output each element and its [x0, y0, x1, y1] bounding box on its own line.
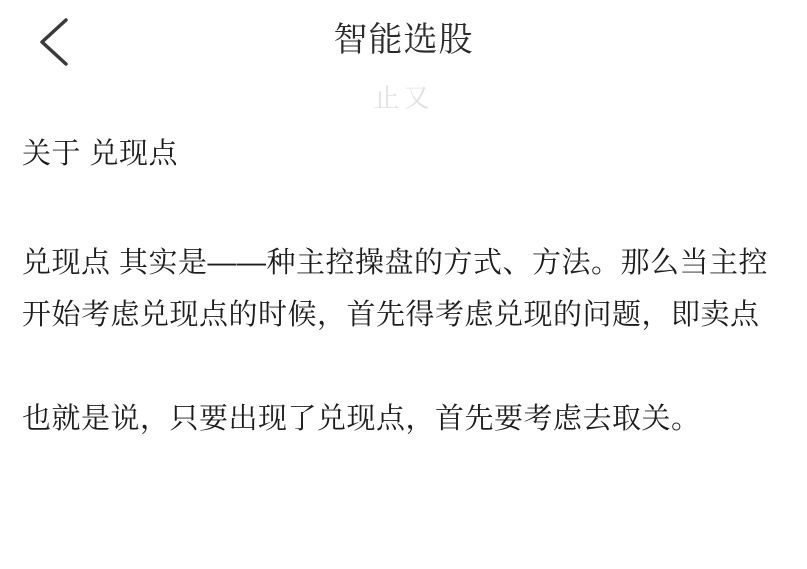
article-paragraph-2: 也就是说，只要出现了兑现点，首先要考虑去取关。: [22, 403, 701, 435]
page-header: [0, 0, 807, 113]
watermark-text: 止又: [373, 83, 434, 113]
article-paragraph-1: 兑现点 其实是——种主控操盘的方式、方法。那么当主控开始考虑兑现点的时候，首先得考虑兑现的问题，即卖点: [22, 247, 769, 331]
page-title: 智能选股: [333, 21, 474, 59]
article-heading: 关于 兑现点: [22, 138, 179, 170]
article-body: [22, 128, 789, 569]
